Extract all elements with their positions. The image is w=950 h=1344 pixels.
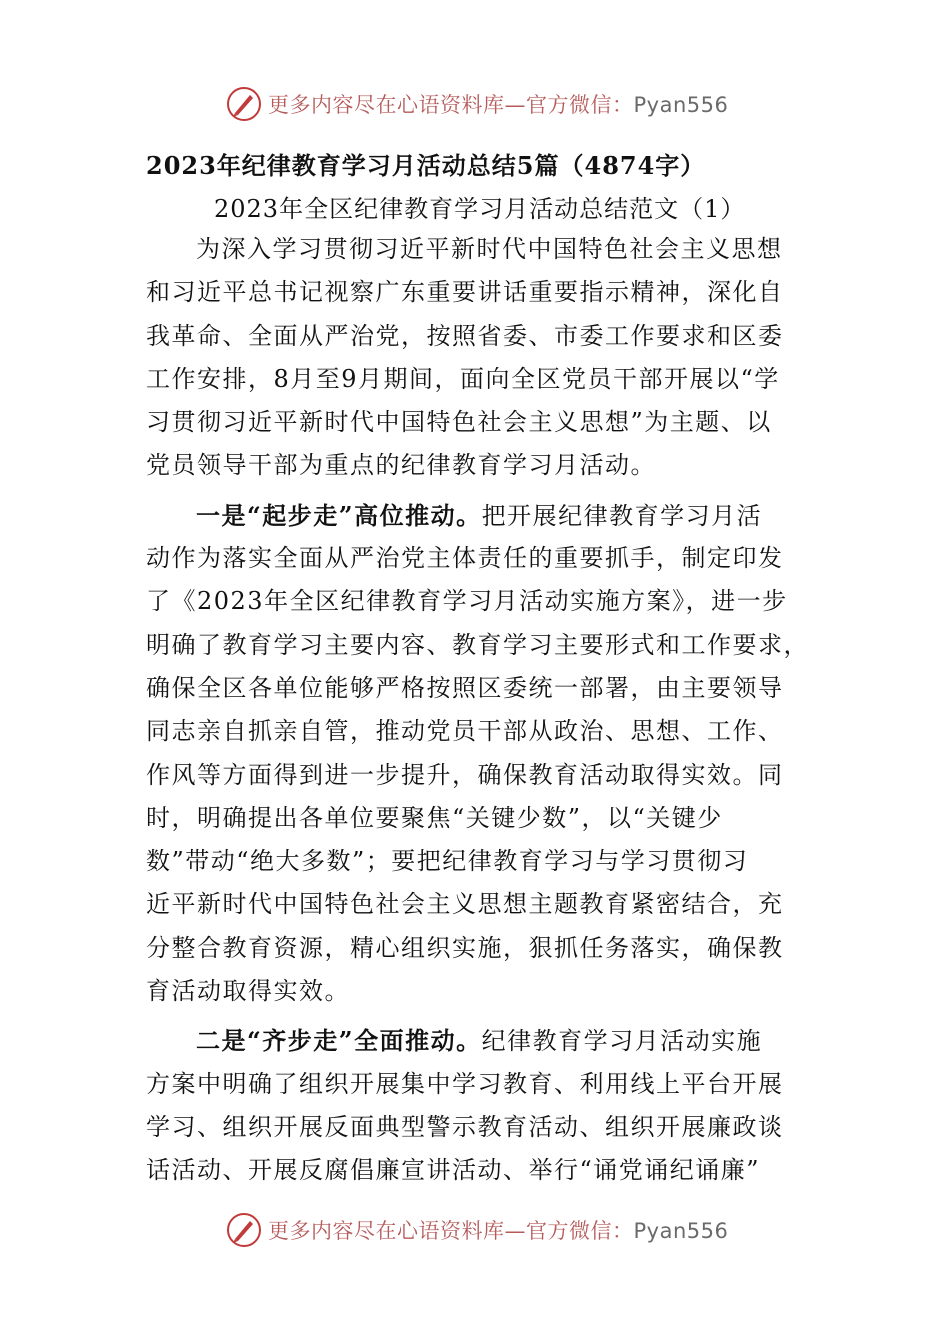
text-line: 分整合教育资源，精心组织实施，狠抓任务落实，确保教 [146,933,784,962]
text-line: 一是“起步走”高位推动。把开展纪律教育学习月活 [196,500,763,530]
text-line: 我革命、全面从严治党，按照省委、市委工作要求和区委 [146,321,784,350]
watermark-banner-top [226,84,728,124]
text-line: 和习近平总书记视察广东重要讲话重要指示精神，深化自 [146,278,784,307]
text-line: 育活动取得实效。 [146,977,350,1006]
text-line: 学习、组织开展反面典型警示教育活动、组织开展廉政谈 [146,1112,784,1141]
paragraph-lead: 二是“齐步走”全面推动。 [196,1026,482,1056]
text-line: 方案中明确了组织开展集中学习教育、利用线上平台开展 [146,1069,784,1098]
text-line: 明确了教育学习主要内容、教育学习主要形式和工作要求， [146,630,809,659]
text-line: 动作为落实全面从严治党主体责任的重要抓手，制定印发 [146,544,784,573]
text-line: 近平新时代中国特色社会主义思想主题教育紧密结合，充 [146,890,784,919]
text-line: 时，明确提出各单位要聚焦“关键少数”，以“关键少 [146,803,723,832]
text-line: 同志亲自抓亲自管，推动党员干部从政治、思想、工作、 [146,717,784,746]
quill-logo-icon [226,86,262,122]
text-line: 数”带动“绝大多数”；要把纪律教育学习与学习贯彻习 [146,847,749,876]
text-line: 习贯彻习近平新时代中国特色社会主义思想”为主题、以 [146,408,772,437]
text-line: 党员领导干部为重点的纪律教育学习月活动。 [146,451,656,480]
paragraph-lead: 一是“起步走”高位推动。 [196,500,482,530]
document-subtitle: 2023年全区纪律教育学习月活动总结范文（1） [214,195,746,223]
text-line: 为深入学习贯彻习近平新时代中国特色社会主义思想 [196,235,783,263]
text-line: 作风等方面得到进一步提升，确保教育活动取得实效。同 [146,760,784,789]
watermark-banner-bottom [226,1210,728,1250]
text-line: 了《2023年全区纪律教育学习月活动实施方案》，进一步 [146,587,788,616]
text-line: 话活动、开展反腐倡廉宣讲活动、举行“诵党诵纪诵廉” [146,1156,761,1185]
watermark-text: 更多内容尽在心语资料库—官方微信：Pyan556 [268,1219,729,1243]
text-line: 工作安排，8月至9月期间，面向全区党员干部开展以“学 [146,364,780,393]
quill-logo-icon [226,1212,262,1248]
text-line: 确保全区各单位能够严格按照区委统一部署，由主要领导 [146,673,784,702]
document-title: 2023年纪律教育学习月活动总结5篇（4874字） [146,151,706,180]
text-line: 二是“齐步走”全面推动。纪律教育学习月活动实施 [196,1026,763,1056]
document-body [146,228,809,1193]
watermark-text: 更多内容尽在心语资料库—官方微信：Pyan556 [268,93,729,117]
